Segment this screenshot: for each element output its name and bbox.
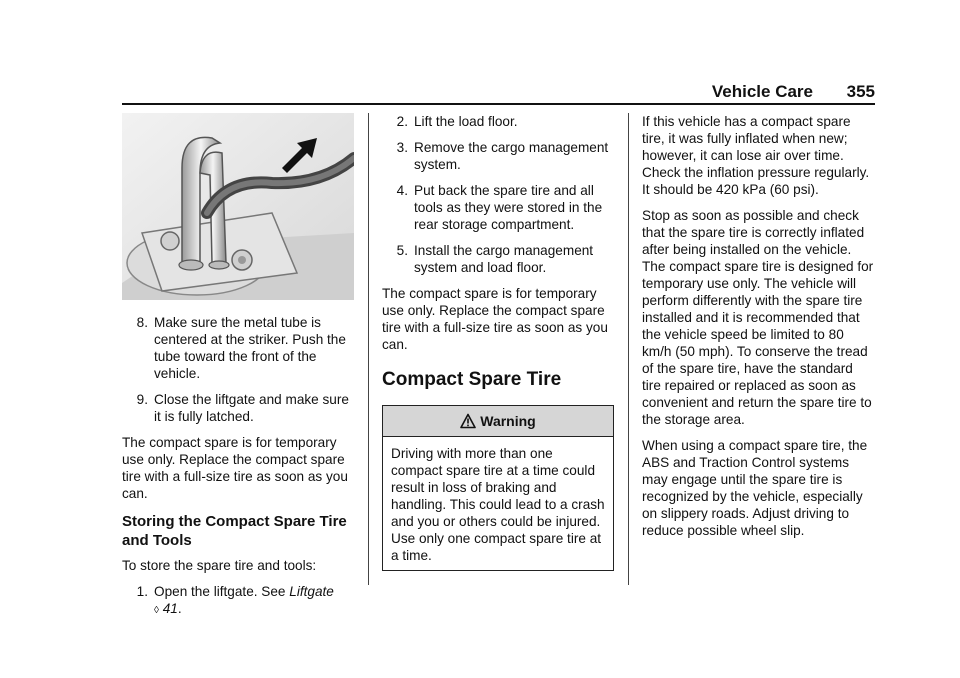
paragraph: Stop as soon as possible and check that the spare tire is correctly inflated after being installed on the vehicle. The compact spare tire is designed for temporary use only. The vehicle will perform differently with the spare tire installed and it is recommended that the vehicle speed be limited to 80 km/h (50 mph). To conserve the tread of the spare tire, have the standard tire repaired or replaced as soon as convenient and return the spare tire to the storage area. <box>642 208 874 427</box>
warning-icon <box>460 413 476 429</box>
column-3 <box>642 113 875 548</box>
list-item: 4. Put back the spare tire and all tools as they were stored in the rear storage compartment. <box>396 183 603 232</box>
column-divider <box>628 113 629 585</box>
list-item: 5. Install the cargo management system and load floor. <box>396 243 594 275</box>
warning-header <box>383 406 613 437</box>
section-title: Vehicle Care <box>711 82 813 101</box>
list-item: 9. Close the liftgate and make sure it is fully latched. <box>136 392 349 424</box>
page-reference[interactable]: 41 <box>162 601 178 616</box>
warning-title: Warning <box>480 412 536 429</box>
list-item: 1. Open the liftgate. See Liftgate ◊ 41. <box>136 584 334 616</box>
column-2 <box>382 113 614 571</box>
subsection-heading: Storing the Compact Spare Tire and Tools <box>122 513 347 549</box>
list-item: 8. Make sure the metal tube is centered at the striker. Push the tube toward the front of the vehicle. <box>136 315 346 381</box>
list-item: 3. Remove the cargo management system. <box>396 140 609 172</box>
warning-text: Driving with more than one compact spare tire at a time could result in loss of braking and handling. This could lead to a crash and you or others could be injured. Use only one compact spare tire at a time. <box>391 446 605 563</box>
paragraph: If this vehicle has a compact spare tire, it was fully inflated when new; however, it can lose air over time. Check the inflation pressure regularly. It should be 420 kPa (60 psi). <box>642 114 870 197</box>
column-1 <box>122 113 354 628</box>
column-divider <box>368 113 369 585</box>
warning-box <box>382 405 614 571</box>
paragraph: The compact spare is for temporary use only. Replace the compact spare tire with a full-size tire as soon as you can. <box>122 435 348 501</box>
cross-reference-link[interactable]: Liftgate <box>289 584 334 599</box>
striker-illustration <box>122 113 354 300</box>
paragraph: The compact spare is for temporary use only. Replace the compact spare tire with a full-size tire as soon as you can. <box>382 286 608 352</box>
list-item: 2. Lift the load floor. <box>396 114 518 129</box>
header-rule <box>122 103 875 105</box>
paragraph: When using a compact spare tire, the ABS and Traction Control systems may engage until the spare tire is recognized by the vehicle, especially on slippery roads. Adjust driving to reduce possible wheel slip. <box>642 438 868 538</box>
section-heading: Compact Spare Tire <box>382 369 562 390</box>
page-ref-icon: ◊ <box>154 605 159 616</box>
page-header <box>122 82 875 102</box>
paragraph: To store the spare tire and tools: <box>122 558 317 573</box>
page-number: 355 <box>846 82 875 101</box>
